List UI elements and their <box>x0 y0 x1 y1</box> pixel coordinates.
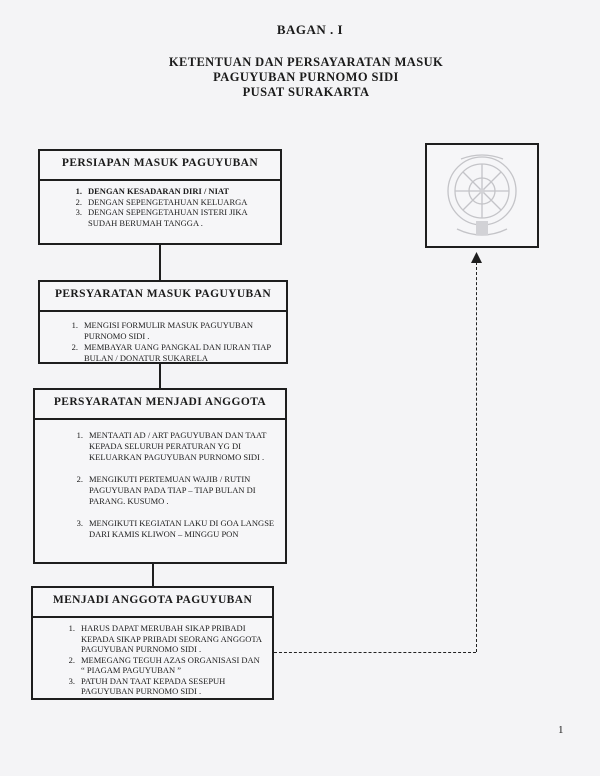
box-persyaratan-masuk <box>38 280 288 364</box>
connector-line <box>159 245 161 280</box>
list-item: 2. MEMBAYAR UANG PANGKAL DAN IURAN TIAP BULAN / DONATUR SUKARELA <box>71 342 271 363</box>
box-persyaratan-anggota <box>33 388 287 564</box>
arrow-up-icon <box>471 252 482 264</box>
box-list <box>35 420 285 540</box>
list-item: 1. HARUS DAPAT MERUBAH SIKAP PRIBADI KEPADA SIKAP PRIBADI SEORANG ANGGOTA PAGUYUBAN PURNOMO SIDI . <box>68 623 262 654</box>
box-list <box>40 181 280 228</box>
list-item: 1. MENGISI FORMULIR MASUK PAGUYUBAN PURNOMO SIDI . <box>71 320 253 341</box>
dashed-connector-vertical <box>476 262 477 652</box>
box-title: PERSIAPAN MASUK PAGUYUBAN <box>61 157 259 169</box>
list-item: 3. PATUH DAN TAAT KEPADA SESEPUH PAGUYUBAN PURNOMO SIDI . <box>68 675 226 696</box>
dashed-connector-horizontal <box>274 652 476 653</box>
box-title: PERSYARATAN MENJADI ANGGOTA <box>53 396 267 408</box>
emblem-frame <box>425 143 539 248</box>
connector-line <box>159 364 161 388</box>
list-item: 1. MENTAATI AD / ART PAGUYUBAN DAN TAAT KEPADA SELURUH PERATURAN YG DI KELUARKAN PAGUYUBAN PURNOMO SIDI . <box>76 430 267 462</box>
box-title: MENJADI ANGGOTA PAGUYUBAN <box>52 594 253 606</box>
connector-line <box>152 564 154 586</box>
title-line-3: PUSAT SURAKARTA <box>242 85 370 99</box>
list-item: 1. DENGAN KESADARAN DIRI / NIAT <box>75 186 230 196</box>
list-item: 2. MEMEGANG TEGUH AZAS ORGANISASI DAN “ PIAGAM PAGUYUBAN ” <box>68 654 260 675</box>
list-item: 3. MENGIKUTI KEGIATAN LAKU DI GOA LANGSE DARI KAMIS KLIWON – MINGGU PON <box>76 518 275 539</box>
box-list <box>33 618 272 697</box>
title-line-1: KETENTUAN DAN PERSAYARATAN MASUK <box>168 55 444 69</box>
list-item: 2. MENGIKUTI PERTEMUAN WAJIB / RUTIN PAGUYUBAN PADA TIAP – TIAP BULAN DI PARANG. KUSUMO . <box>76 474 256 506</box>
page-number: 1 <box>558 724 564 736</box>
list-item: 3. DENGAN SEPENGETAHUAN ISTERI JIKA SUDAH BERUMAH TANGGA . <box>75 207 248 228</box>
title-line-2: PAGUYUBAN PURNOMO SIDI <box>213 70 399 84</box>
box-menjadi-anggota <box>31 586 274 700</box>
box-list <box>40 312 286 364</box>
list-item: 2. DENGAN SEPENGETAHUAN KELUARGA <box>75 196 248 207</box>
paguyuban-emblem-icon <box>427 145 537 246</box>
box-persiapan-masuk <box>38 149 282 245</box>
bagan-label: BAGAN . I <box>276 22 344 37</box>
box-title: PERSYARATAN MASUK PAGUYUBAN <box>54 288 272 300</box>
